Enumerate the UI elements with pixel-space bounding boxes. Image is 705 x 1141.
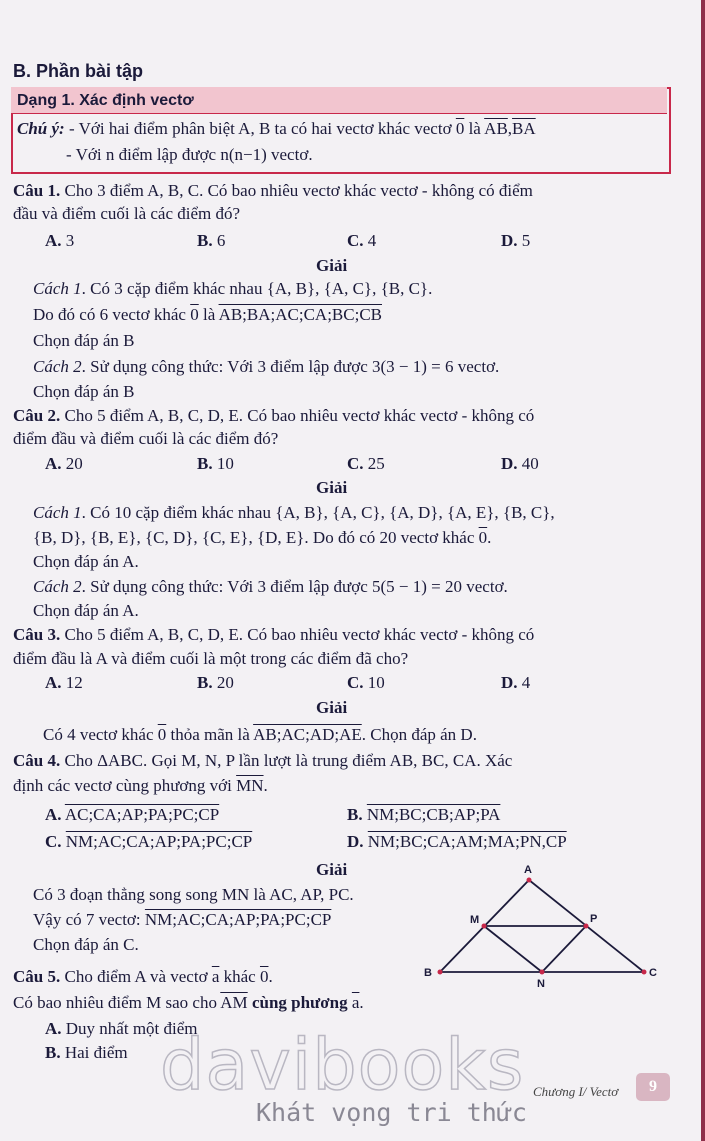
- cau1-cach1: Cách 1. Có 3 cặp điểm khác nhau {A, B}, {A, C}, {B, C}.: [33, 279, 433, 298]
- cau3-option-d: D. 4: [501, 673, 531, 692]
- cau4-option-c: C. NM;AC;CA;AP;PA;PC;CP: [45, 832, 253, 851]
- label-m: M: [470, 914, 480, 926]
- dang1-title: Dạng 1. Xác định vectơ: [17, 92, 194, 109]
- watermark-slogan: Khát vọng tri thức: [256, 1098, 527, 1127]
- cau2-option-d: D. 40: [501, 454, 539, 473]
- cau4-option-a: A. AC;CA;AP;PA;PC;CP: [45, 805, 220, 824]
- cau2-giai: Giải: [316, 478, 348, 497]
- point-a: [527, 878, 532, 883]
- label-b: B: [424, 967, 432, 979]
- segment-pn: [542, 926, 586, 972]
- label-p: P: [590, 913, 598, 925]
- cau2-cach1: Cách 1. Có 10 cặp điểm khác nhau {A, B}, {A, C}, {A, D}, {A, E}, {B, C},: [33, 503, 555, 522]
- cau3-question: Câu 3. Cho 5 điểm A, B, C, D, E. Có bao nhiêu vectơ khác vectơ - không có: [13, 625, 535, 644]
- cau1-giai: Giải: [316, 256, 348, 275]
- cau1-option-a: A. 3: [45, 231, 75, 250]
- cau1-chon1: Chọn đáp án B: [33, 331, 135, 350]
- cau2-cach1-cont: {B, D}, {B, E}, {C, D}, {C, E}, {D, E}. Do đó có 20 vectơ khác 0.: [33, 528, 492, 547]
- cau2-cach2: Cách 2. Sử dụng công thức: Với 3 điểm lập được 5(5 − 1) = 20 vectơ.: [33, 577, 508, 596]
- cau2-option-b: B. 10: [197, 454, 234, 473]
- note-line-1: Chú ý: - Với hai điểm phân biệt A, B ta có hai vectơ khác vectơ 0 là $\overline{AB},\overline{BA}$: [17, 119, 536, 138]
- cau3-option-a: A. 12: [45, 673, 83, 692]
- label-n: N: [537, 978, 545, 990]
- segment-mn: [484, 926, 542, 972]
- cau1-question-cont: đầu và điểm cuối là các điểm đó?: [13, 204, 241, 223]
- cau2-question: Câu 2. Cho 5 điểm A, B, C, D, E. Có bao nhiêu vectơ khác vectơ - không có: [13, 406, 535, 425]
- cau3-option-b: B. 20: [197, 673, 234, 692]
- cau5-question: Câu 5. Cho điểm A và vectơ $\overline{a}$ khác 0.: [13, 967, 273, 986]
- point-c: [642, 970, 647, 975]
- point-p: [584, 924, 589, 929]
- label-a: A: [524, 864, 532, 876]
- cau5-option-a: A. Duy nhất một điểm: [45, 1019, 198, 1038]
- cau4-option-b: B. NM;BC;CB;AP;PA: [347, 805, 501, 824]
- cau1-question: Câu 1. Cho 3 điểm A, B, C. Có bao nhiêu vectơ khác vectơ - không có điểm: [13, 181, 533, 200]
- cau4-question-cont: định các vectơ cùng phương với $\overline{MN}$.: [13, 776, 268, 795]
- cau2-option-a: A. 20: [45, 454, 83, 473]
- section-title: B. Phần bài tập: [13, 61, 144, 81]
- page-number: 9: [636, 1073, 670, 1101]
- cau4-sol1: Có 3 đoạn thẳng song song MN là AC, AP, PC.: [33, 885, 354, 904]
- watermark-logo: davibooks: [160, 1024, 525, 1106]
- cau2-chon2: Chọn đáp án A.: [33, 601, 139, 620]
- cau5-option-b: B. Hai điểm: [45, 1043, 128, 1062]
- point-n: [540, 970, 545, 975]
- cau4-question: Câu 4. Cho ΔABC. Gọi M, N, P lần lượt là trung điểm AB, BC, CA. Xác: [13, 751, 513, 770]
- cau1-option-b: B. 6: [197, 231, 226, 250]
- triangle-figure: [418, 860, 668, 992]
- cau1-option-d: D. 5: [501, 231, 531, 250]
- point-b: [438, 970, 443, 975]
- label-c: C: [649, 967, 657, 979]
- cau3-solution: Có 4 vectơ khác 0 thỏa mãn là AB;AC;AD;AE. Chọn đáp án D.: [43, 725, 477, 744]
- cau4-chon: Chọn đáp án C.: [33, 935, 139, 954]
- cau2-chon1: Chọn đáp án A.: [33, 552, 139, 571]
- point-m: [482, 924, 487, 929]
- cau1-chon2: Chọn đáp án B: [33, 382, 135, 401]
- cau3-option-c: C. 10: [347, 673, 385, 692]
- cau4-option-d: D. NM;BC;CA;AM;MA;PN,CP: [347, 832, 567, 851]
- cau1-cach2: Cách 2. Sử dụng công thức: Với 3 điểm lập được 3(3 − 1) = 6 vectơ.: [33, 357, 500, 376]
- cau1-do-do: Do đó có 6 vectơ khác 0 là AB;BA;AC;CA;BC;CB: [33, 305, 382, 324]
- cau2-option-c: C. 25: [347, 454, 385, 473]
- cau3-question-cont: điểm đầu là A và điểm cuối là một trong các điểm đã cho?: [13, 649, 409, 668]
- page-edge: [701, 0, 705, 1141]
- cau5-question-cont: Có bao nhiêu điểm M sao cho $\overline{AM}$ cùng phương $\overline{a}$.: [13, 993, 364, 1012]
- cau1-option-c: C. 4: [347, 231, 377, 250]
- chapter-label: Chương I/ Vectơ: [533, 1084, 619, 1099]
- cau3-giai: Giải: [316, 698, 348, 717]
- cau4-giai: Giải: [316, 860, 348, 879]
- cau2-question-cont: điểm đầu và điểm cuối là các điểm đó?: [13, 429, 279, 448]
- cau4-sol2: Vậy có 7 vectơ: NM;AC;CA;AP;PA;PC;CP: [33, 910, 332, 929]
- note-line-2: - Với n điểm lập được n(n−1) vectơ.: [66, 145, 313, 164]
